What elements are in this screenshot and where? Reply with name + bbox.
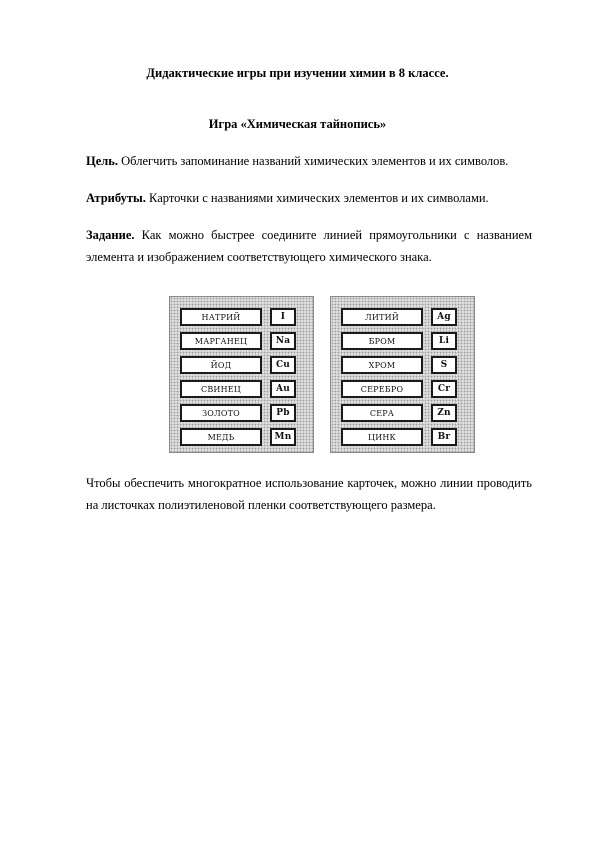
task-paragraph xyxy=(86,224,532,268)
task-text: Как можно быстрее соедините линией прямоугольники с названием элемента и изображением соответствующего химического знака. xyxy=(86,228,532,264)
element-name-card: МАРГАНЕЦ xyxy=(180,332,262,350)
element-symbol-card: Na xyxy=(270,332,296,350)
element-name-card: ЛИТИЙ xyxy=(341,308,423,326)
element-symbol-card: Pb xyxy=(270,404,296,422)
element-symbol-card: Au xyxy=(270,380,296,398)
element-symbol-card: Li xyxy=(431,332,457,350)
goal-text: Облегчить запоминание названий химических элементов и их символов. xyxy=(118,154,509,168)
element-symbol-card: Mn xyxy=(270,428,296,446)
element-symbol-card: Ag xyxy=(431,308,457,326)
element-symbol-card: Zn xyxy=(431,404,457,422)
element-symbol-card: Br xyxy=(431,428,457,446)
element-symbol-card: Cu xyxy=(270,356,296,374)
element-name-card: ХРОМ xyxy=(341,356,423,374)
task-label: Задание. xyxy=(86,228,135,242)
attributes-paragraph xyxy=(86,187,532,209)
goal-paragraph xyxy=(86,150,532,172)
card-panel-left xyxy=(169,296,314,453)
goal-label: Цель. xyxy=(86,154,119,168)
element-name-card: ЗОЛОТО xyxy=(180,404,262,422)
element-name-card: СВИНЕЦ xyxy=(180,380,262,398)
card-panel-right xyxy=(330,296,475,453)
element-name-card: СЕРА xyxy=(341,404,423,422)
element-name-card: БРОМ xyxy=(341,332,423,350)
element-name-card: СЕРЕБРО xyxy=(341,380,423,398)
element-symbol-card: S xyxy=(431,356,457,374)
attributes-text: Карточки с названиями химических элементов и их символами. xyxy=(145,191,489,205)
element-name-card: НАТРИЙ xyxy=(180,308,262,326)
document-title: Дидактические игры при изучении химии в 8 классе. xyxy=(146,66,449,80)
element-symbol-card: Cr xyxy=(431,380,457,398)
final-note-paragraph: Чтобы обеспечить многократное использование карточек, можно линии проводить на листочках полиэтиленовой пленки соответствующего размера. xyxy=(86,476,532,512)
attributes-label: Атрибуты. xyxy=(86,191,146,205)
element-name-card: ЦИНК xyxy=(341,428,423,446)
element-name-card: ЙОД xyxy=(180,356,262,374)
element-symbol-card: I xyxy=(270,308,296,326)
element-name-card: МЕДЬ xyxy=(180,428,262,446)
game-title: Игра «Химическая тайнопись» xyxy=(208,117,387,131)
